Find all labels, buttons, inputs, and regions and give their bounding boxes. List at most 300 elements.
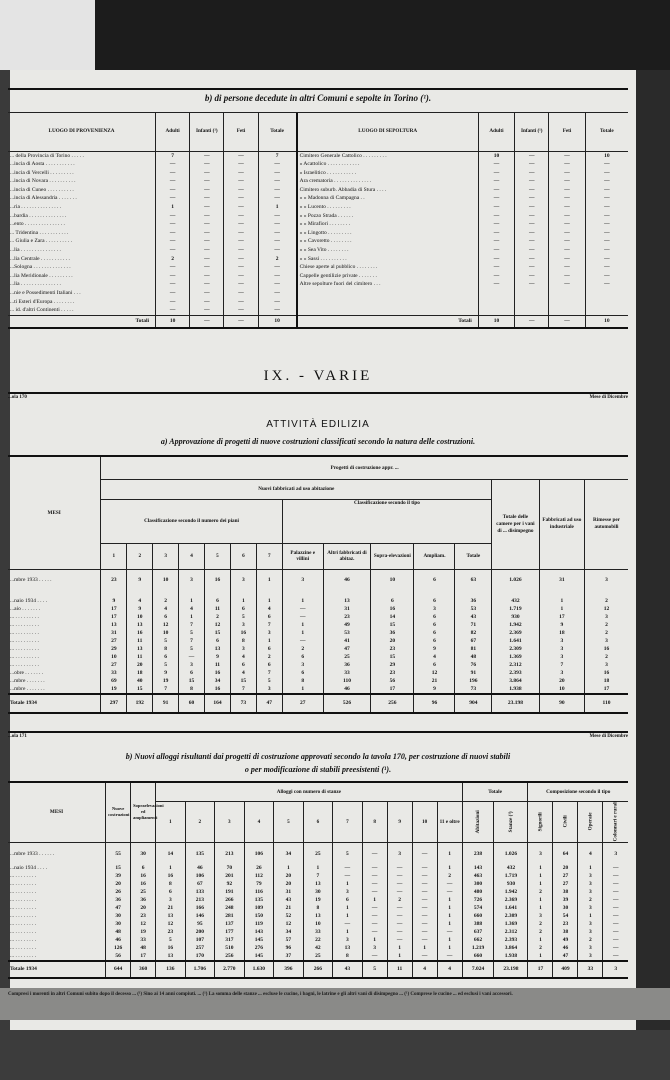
table-cell: 18 bbox=[127, 669, 153, 677]
table-cell: 6 bbox=[282, 653, 323, 661]
table-cell: — bbox=[603, 864, 628, 872]
table-cell: — bbox=[412, 896, 437, 904]
table-cell: — bbox=[437, 928, 462, 936]
empty-cell bbox=[297, 306, 479, 315]
tipo-column-header: Altri fabbricati di abitaz. bbox=[323, 543, 371, 569]
table-cell: 76 bbox=[455, 661, 492, 669]
table-cell: 23 bbox=[156, 928, 186, 936]
table-row bbox=[8, 952, 628, 961]
tipo-column-header: Totale bbox=[455, 543, 492, 569]
empty-cell bbox=[549, 298, 585, 307]
table-cell: 6 bbox=[414, 613, 455, 621]
table-row bbox=[8, 677, 628, 685]
table-cell: 40 bbox=[127, 677, 153, 685]
month-label: ...mbre 1933 . . . . . bbox=[10, 577, 52, 584]
table-cell: 20 bbox=[127, 661, 153, 669]
table-cell: 3.864 bbox=[494, 944, 528, 952]
table-row bbox=[8, 186, 628, 195]
table-cell: — bbox=[156, 229, 190, 238]
table-cell: 1 bbox=[437, 912, 462, 920]
table-cell: 1.719 bbox=[492, 605, 540, 613]
table-cell: 510 bbox=[215, 944, 245, 952]
table-row bbox=[8, 220, 628, 229]
table-row bbox=[8, 920, 628, 928]
table-cell: 12 bbox=[414, 669, 455, 677]
month-label: ...mbre 1933 . . . . . . bbox=[10, 850, 55, 857]
table-cell: 396 bbox=[274, 961, 304, 977]
table-cell: 126 bbox=[106, 944, 131, 952]
table-cell: 2 bbox=[153, 597, 179, 605]
table-cell: 238 bbox=[462, 842, 494, 864]
table-cell: — bbox=[585, 263, 628, 272]
table-cell: — bbox=[190, 194, 224, 203]
t170-group-tipo: Classificazione secondo il tipo bbox=[282, 499, 491, 543]
table-cell: 1 bbox=[578, 912, 603, 920]
table-cell: 12 bbox=[274, 920, 304, 928]
table-cell: — bbox=[156, 194, 190, 203]
scan-right-shadow bbox=[636, 70, 670, 1080]
table-cell: — bbox=[258, 289, 296, 298]
t170-period: Mese di Dicembre bbox=[589, 395, 628, 400]
table-cell: 106 bbox=[185, 872, 215, 880]
section-title: ATTIVITÀ EDILIZIA bbox=[266, 419, 370, 430]
table-row bbox=[8, 912, 628, 920]
table-cell: — bbox=[156, 160, 190, 169]
tipo-column-header: Signorili bbox=[528, 801, 553, 842]
month-label: ... . . . . . . . . bbox=[10, 905, 37, 912]
t170-number: ...ola 170 bbox=[8, 395, 27, 400]
table-cell: — bbox=[478, 246, 514, 255]
table-cell: 30 bbox=[553, 904, 578, 912]
table-cell: 170 bbox=[185, 952, 215, 961]
table-cell: 7 bbox=[179, 621, 205, 629]
table-cell: 12 bbox=[205, 621, 231, 629]
piani-column-header: 4 bbox=[179, 543, 205, 569]
table-cell: 82 bbox=[455, 629, 492, 637]
table-cell: — bbox=[190, 151, 224, 160]
table-cell: 1.938 bbox=[494, 952, 528, 961]
table-cell: — bbox=[362, 952, 387, 961]
table-cell: 1 bbox=[539, 597, 584, 605]
table-cell: — bbox=[515, 212, 549, 221]
table-cell: — bbox=[258, 272, 296, 281]
table-cell: 11 bbox=[387, 961, 412, 977]
table-cell: — bbox=[585, 212, 628, 221]
table-cell: — bbox=[478, 229, 514, 238]
table-cell: — bbox=[412, 864, 437, 872]
table-cell: 46 bbox=[323, 685, 371, 694]
table-cell: 11 bbox=[127, 653, 153, 661]
table-row bbox=[8, 298, 628, 307]
table-cell: 39 bbox=[106, 872, 131, 880]
table-cell: 191 bbox=[215, 888, 245, 896]
table-cell: 164 bbox=[205, 694, 231, 712]
table-cell: — bbox=[190, 255, 224, 264]
table-cell: 2.369 bbox=[492, 629, 540, 637]
header-totale: Totale bbox=[258, 113, 296, 151]
sepoltura-label: Altre sepolture fuori del cimitero . . . bbox=[297, 280, 479, 289]
table-cell: 43 bbox=[455, 613, 492, 621]
table-cell: 91 bbox=[455, 669, 492, 677]
table-row bbox=[8, 246, 628, 255]
table-cell: 47 bbox=[323, 645, 371, 653]
table-cell: 2 bbox=[437, 872, 462, 880]
table-cell: — bbox=[258, 237, 296, 246]
table-cell: — bbox=[603, 872, 628, 880]
sepoltura-label: » » Lucento . . . . . . . . . bbox=[297, 203, 479, 212]
table-cell: — bbox=[585, 237, 628, 246]
table-cell: 135 bbox=[244, 896, 274, 904]
table-cell: — bbox=[387, 864, 412, 872]
table-cell: — bbox=[515, 194, 549, 203]
table-cell: — bbox=[156, 306, 190, 315]
table-cell: 1 bbox=[282, 621, 323, 629]
table-cell: — bbox=[549, 169, 585, 178]
table-cell: 166 bbox=[185, 904, 215, 912]
table-cell: — bbox=[224, 212, 258, 221]
table-cell: — bbox=[224, 306, 258, 315]
table-cell: — bbox=[362, 904, 387, 912]
table-cell: 21 bbox=[414, 677, 455, 685]
table-cell: 5 bbox=[156, 936, 186, 944]
table-cell: — bbox=[585, 220, 628, 229]
table-cell: 4 bbox=[437, 961, 462, 977]
table-cell: — bbox=[190, 203, 224, 212]
table-cell: 2 bbox=[528, 920, 553, 928]
month-label: ... . . . . . . . . bbox=[10, 921, 37, 928]
t171-table bbox=[8, 781, 628, 979]
table-cell: — bbox=[156, 246, 190, 255]
sepoltura-label: Ara crematoria . . . . . . . . . . . . . . bbox=[297, 177, 479, 186]
table-cell: 12 bbox=[156, 920, 186, 928]
header-infanti: Infanti (¹) bbox=[515, 113, 549, 151]
table-cell: — bbox=[603, 952, 628, 961]
table-cell: — bbox=[190, 212, 224, 221]
table-cell: 1 bbox=[528, 880, 553, 888]
table-cell: — bbox=[585, 160, 628, 169]
table-row bbox=[8, 203, 628, 212]
table-cell: 3 bbox=[230, 645, 256, 653]
table-cell: 2.770 bbox=[215, 961, 245, 977]
table-row bbox=[8, 160, 628, 169]
table-cell: — bbox=[224, 255, 258, 264]
table-cell: 23 bbox=[553, 920, 578, 928]
table-cell: 3 bbox=[230, 569, 256, 591]
table-cell: 34 bbox=[274, 928, 304, 936]
table-row bbox=[8, 212, 628, 221]
table-cell: — bbox=[515, 151, 549, 160]
table-cell: 12 bbox=[131, 920, 156, 928]
totals-label: Totali bbox=[8, 315, 156, 327]
table-cell: 13 bbox=[333, 944, 363, 952]
table-cell: 4 bbox=[230, 653, 256, 661]
table-cell: 1.938 bbox=[492, 685, 540, 694]
piani-column-header: 3 bbox=[153, 543, 179, 569]
empty-cell bbox=[515, 289, 549, 298]
table-cell: — bbox=[478, 186, 514, 195]
table-cell: — bbox=[258, 229, 296, 238]
table-cell: 31 bbox=[274, 888, 304, 896]
table-row bbox=[8, 864, 628, 872]
table-cell: 1 bbox=[156, 864, 186, 872]
table-cell: 1 bbox=[274, 864, 304, 872]
table-cell: 1 bbox=[333, 912, 363, 920]
header-luogo-provenienza: LUOGO DI PROVENIENZA bbox=[8, 113, 156, 151]
table-cell: 3 bbox=[539, 637, 584, 645]
month-label: Totale 1934 bbox=[8, 961, 106, 977]
table-cell: 133 bbox=[185, 888, 215, 896]
table-cell: 1 bbox=[258, 203, 296, 212]
table-cell: 5 bbox=[179, 629, 205, 637]
part-title: IX. - VARIE bbox=[263, 368, 373, 384]
table-cell: 192 bbox=[127, 694, 153, 712]
table-cell: 3 bbox=[603, 961, 628, 977]
t170-table bbox=[8, 455, 628, 714]
table-cell: 1.369 bbox=[494, 920, 528, 928]
table-cell: 1.641 bbox=[494, 904, 528, 912]
table-cell: — bbox=[549, 212, 585, 221]
month-label: ... . . . . . . . . . bbox=[10, 638, 39, 644]
provenienza-label: ...lia Meridionale . . . . . . . . . bbox=[10, 272, 73, 279]
table-cell: — bbox=[478, 194, 514, 203]
sepoltura-label: » » Mirafiori . . . . . . . . bbox=[297, 220, 479, 229]
table-cell: — bbox=[603, 928, 628, 936]
table-cell: — bbox=[190, 289, 224, 298]
table-row bbox=[8, 280, 628, 289]
table-cell: 10 bbox=[258, 315, 296, 327]
table-cell: — bbox=[437, 880, 462, 888]
table-cell: 38 bbox=[553, 928, 578, 936]
table-cell: 4 bbox=[412, 961, 437, 977]
table-cell: 18 bbox=[585, 677, 628, 685]
t170-col-totale-camere: Totale delle camere per i vani di ... disimpegno bbox=[492, 479, 540, 569]
table-cell: 8 bbox=[230, 637, 256, 645]
table-cell: 1 bbox=[528, 864, 553, 872]
table-cell: 19 bbox=[101, 685, 127, 694]
table-cell: — bbox=[282, 637, 323, 645]
month-label: ... . . . . . . . . . bbox=[10, 630, 39, 636]
table-cell: 6 bbox=[205, 597, 231, 605]
table-row bbox=[8, 177, 628, 186]
table-cell: 25 bbox=[303, 952, 333, 961]
table-cell: 9 bbox=[101, 597, 127, 605]
t170-header-bar bbox=[8, 392, 628, 400]
tipo-column-header: Civili bbox=[553, 801, 578, 842]
table-cell: — bbox=[387, 920, 412, 928]
table-row bbox=[8, 151, 628, 160]
table-cell: 47 bbox=[106, 904, 131, 912]
table-cell: 1 bbox=[528, 872, 553, 880]
table-cell: 17 bbox=[131, 952, 156, 961]
table-cell: 360 bbox=[131, 961, 156, 977]
table-cell: — bbox=[282, 605, 323, 613]
empty-cell bbox=[478, 298, 514, 307]
table-cell: 3 bbox=[539, 669, 584, 677]
table-cell: 13 bbox=[205, 645, 231, 653]
piani-column-header: 5 bbox=[205, 543, 231, 569]
table-cell: — bbox=[156, 237, 190, 246]
piani-column-header: 6 bbox=[230, 543, 256, 569]
table-cell: — bbox=[387, 872, 412, 880]
table-cell: 30 bbox=[303, 888, 333, 896]
table-cell: 7 bbox=[256, 621, 282, 629]
table-cell: 3 bbox=[578, 952, 603, 961]
table-cell: 38 bbox=[553, 888, 578, 896]
rooms-column-header: 4 bbox=[244, 801, 274, 842]
table-cell: — bbox=[190, 229, 224, 238]
table-row bbox=[8, 229, 628, 238]
table-cell: 107 bbox=[185, 936, 215, 944]
table-cell: — bbox=[549, 229, 585, 238]
table-cell: — bbox=[224, 237, 258, 246]
t171-alloggi-header: Alloggi con numero di stanze bbox=[156, 783, 463, 801]
provenienza-label: ...Sologna . . . . . . . . . . . . . . bbox=[10, 264, 71, 271]
table-cell: — bbox=[549, 237, 585, 246]
table-cell: — bbox=[333, 864, 363, 872]
table-cell: 1.219 bbox=[462, 944, 494, 952]
table-cell: 1 bbox=[387, 944, 412, 952]
table-cell: 662 bbox=[462, 936, 494, 944]
table-cell: — bbox=[190, 246, 224, 255]
table-cell: 36 bbox=[106, 896, 131, 904]
table-cell: 3 bbox=[578, 920, 603, 928]
table-cell: 1 bbox=[282, 597, 323, 605]
table-cell: — bbox=[549, 263, 585, 272]
table-cell: — bbox=[478, 160, 514, 169]
month-label: ... . . . . . . . . bbox=[10, 937, 37, 944]
table-cell: 136 bbox=[156, 961, 186, 977]
table-cell: 5 bbox=[179, 645, 205, 653]
table-cell: 1.706 bbox=[185, 961, 215, 977]
table-cell: 2 bbox=[585, 629, 628, 637]
table-cell: 143 bbox=[462, 864, 494, 872]
table-cell: — bbox=[549, 272, 585, 281]
table-row bbox=[8, 653, 628, 661]
table-cell: 10 bbox=[585, 315, 628, 327]
table-cell: — bbox=[549, 194, 585, 203]
table-cell: 3 bbox=[256, 685, 282, 694]
table-cell: 41 bbox=[323, 637, 371, 645]
table-cell: 266 bbox=[303, 961, 333, 977]
table-cell: — bbox=[362, 880, 387, 888]
table-cell: 1 bbox=[256, 637, 282, 645]
table-cell: — bbox=[156, 186, 190, 195]
month-label: ...mbre . . . . . . . bbox=[10, 686, 45, 692]
table-cell: 574 bbox=[462, 904, 494, 912]
table-cell: — bbox=[412, 842, 437, 864]
tipo-column-header: Sopra-elevazioni bbox=[371, 543, 414, 569]
table-cell: — bbox=[412, 872, 437, 880]
table-cell: — bbox=[478, 272, 514, 281]
table-row bbox=[8, 621, 628, 629]
empty-cell bbox=[478, 306, 514, 315]
table-cell: 21 bbox=[274, 904, 304, 912]
table-cell: — bbox=[190, 263, 224, 272]
table-cell: 1 bbox=[282, 629, 323, 637]
table-cell: 1 bbox=[362, 896, 387, 904]
provenienza-label: ... Tridentina . . . . . . . . . . . bbox=[10, 229, 69, 236]
table-row bbox=[8, 169, 628, 178]
table-row bbox=[8, 645, 628, 653]
table-cell: 3 bbox=[585, 613, 628, 621]
table-cell: 27 bbox=[553, 880, 578, 888]
table-cell: 36 bbox=[323, 661, 371, 669]
header-adulti: Adulti bbox=[478, 113, 514, 151]
table-cell: 57 bbox=[274, 936, 304, 944]
provenienza-label: ...incia di Alessandria . . . . . . . bbox=[10, 195, 77, 202]
table-cell: 526 bbox=[323, 694, 371, 712]
table-cell: — bbox=[224, 177, 258, 186]
table-cell: 1.026 bbox=[492, 569, 540, 591]
header-feti: Feti bbox=[549, 113, 585, 151]
table-cell: — bbox=[585, 177, 628, 186]
rooms-column-header: 11 e oltre bbox=[437, 801, 462, 842]
table-cell: 2 bbox=[528, 944, 553, 952]
table-cell: 930 bbox=[494, 880, 528, 888]
table-cell: — bbox=[258, 169, 296, 178]
table-cell: — bbox=[585, 203, 628, 212]
table-cell: — bbox=[412, 928, 437, 936]
table-cell: 2 bbox=[578, 896, 603, 904]
table-cell: 9 bbox=[127, 605, 153, 613]
table-cell: 110 bbox=[585, 694, 628, 712]
month-label: ... . . . . . . . . bbox=[10, 945, 37, 952]
table-cell: 2 bbox=[578, 936, 603, 944]
table-cell: 3.864 bbox=[492, 677, 540, 685]
table-cell: 16 bbox=[230, 629, 256, 637]
table-cell: 2 bbox=[205, 613, 231, 621]
table-cell: 4 bbox=[256, 605, 282, 613]
provenienza-label: ...ti Esteri d'Europa . . . . . . . . bbox=[10, 298, 75, 305]
table-cell: 16 bbox=[205, 569, 231, 591]
table-cell: 12 bbox=[153, 621, 179, 629]
provenienza-label: ...lia . . . . . . . . . . . . . . . bbox=[10, 247, 61, 254]
table-cell: 31 bbox=[101, 629, 127, 637]
table-cell: — bbox=[515, 229, 549, 238]
month-label: ...obre . . . . . . . bbox=[10, 670, 44, 676]
provenienza-label: ...incia di Aosta . . . . . . . . . . . bbox=[10, 161, 75, 168]
header-adulti: Adulti bbox=[156, 113, 190, 151]
table-cell: 17 bbox=[101, 613, 127, 621]
table-cell: — bbox=[224, 186, 258, 195]
table-cell: 3 bbox=[230, 621, 256, 629]
table-cell: 23.198 bbox=[494, 961, 528, 977]
table-row bbox=[8, 936, 628, 944]
table-cell: 29 bbox=[101, 645, 127, 653]
t171-header-bar bbox=[8, 731, 628, 739]
table-cell: — bbox=[190, 160, 224, 169]
table-cell: 1 bbox=[437, 896, 462, 904]
table-cell: 112 bbox=[244, 872, 274, 880]
table-cell: 480 bbox=[462, 888, 494, 896]
table-cell: 6 bbox=[414, 629, 455, 637]
provenienza-label: ... della Provincia di Torino . . . . . bbox=[10, 152, 84, 159]
table-cell: — bbox=[478, 177, 514, 186]
table-cell: 73 bbox=[230, 694, 256, 712]
table-cell: — bbox=[437, 888, 462, 896]
table-cell: — bbox=[412, 888, 437, 896]
month-label: ...naio 1934 . . . . bbox=[10, 865, 47, 872]
table-cell: 92 bbox=[215, 880, 245, 888]
table-cell: 16 bbox=[131, 872, 156, 880]
provenienza-label: ...lia . . . . . . . . . . . . . . . bbox=[10, 281, 61, 288]
table-cell: 30 bbox=[106, 920, 131, 928]
table-cell: 79 bbox=[244, 880, 274, 888]
table-cell: — bbox=[412, 952, 437, 961]
table-cell: 8 bbox=[333, 952, 363, 961]
table-cell: 33 bbox=[303, 928, 333, 936]
table-cell: 10 bbox=[478, 315, 514, 327]
